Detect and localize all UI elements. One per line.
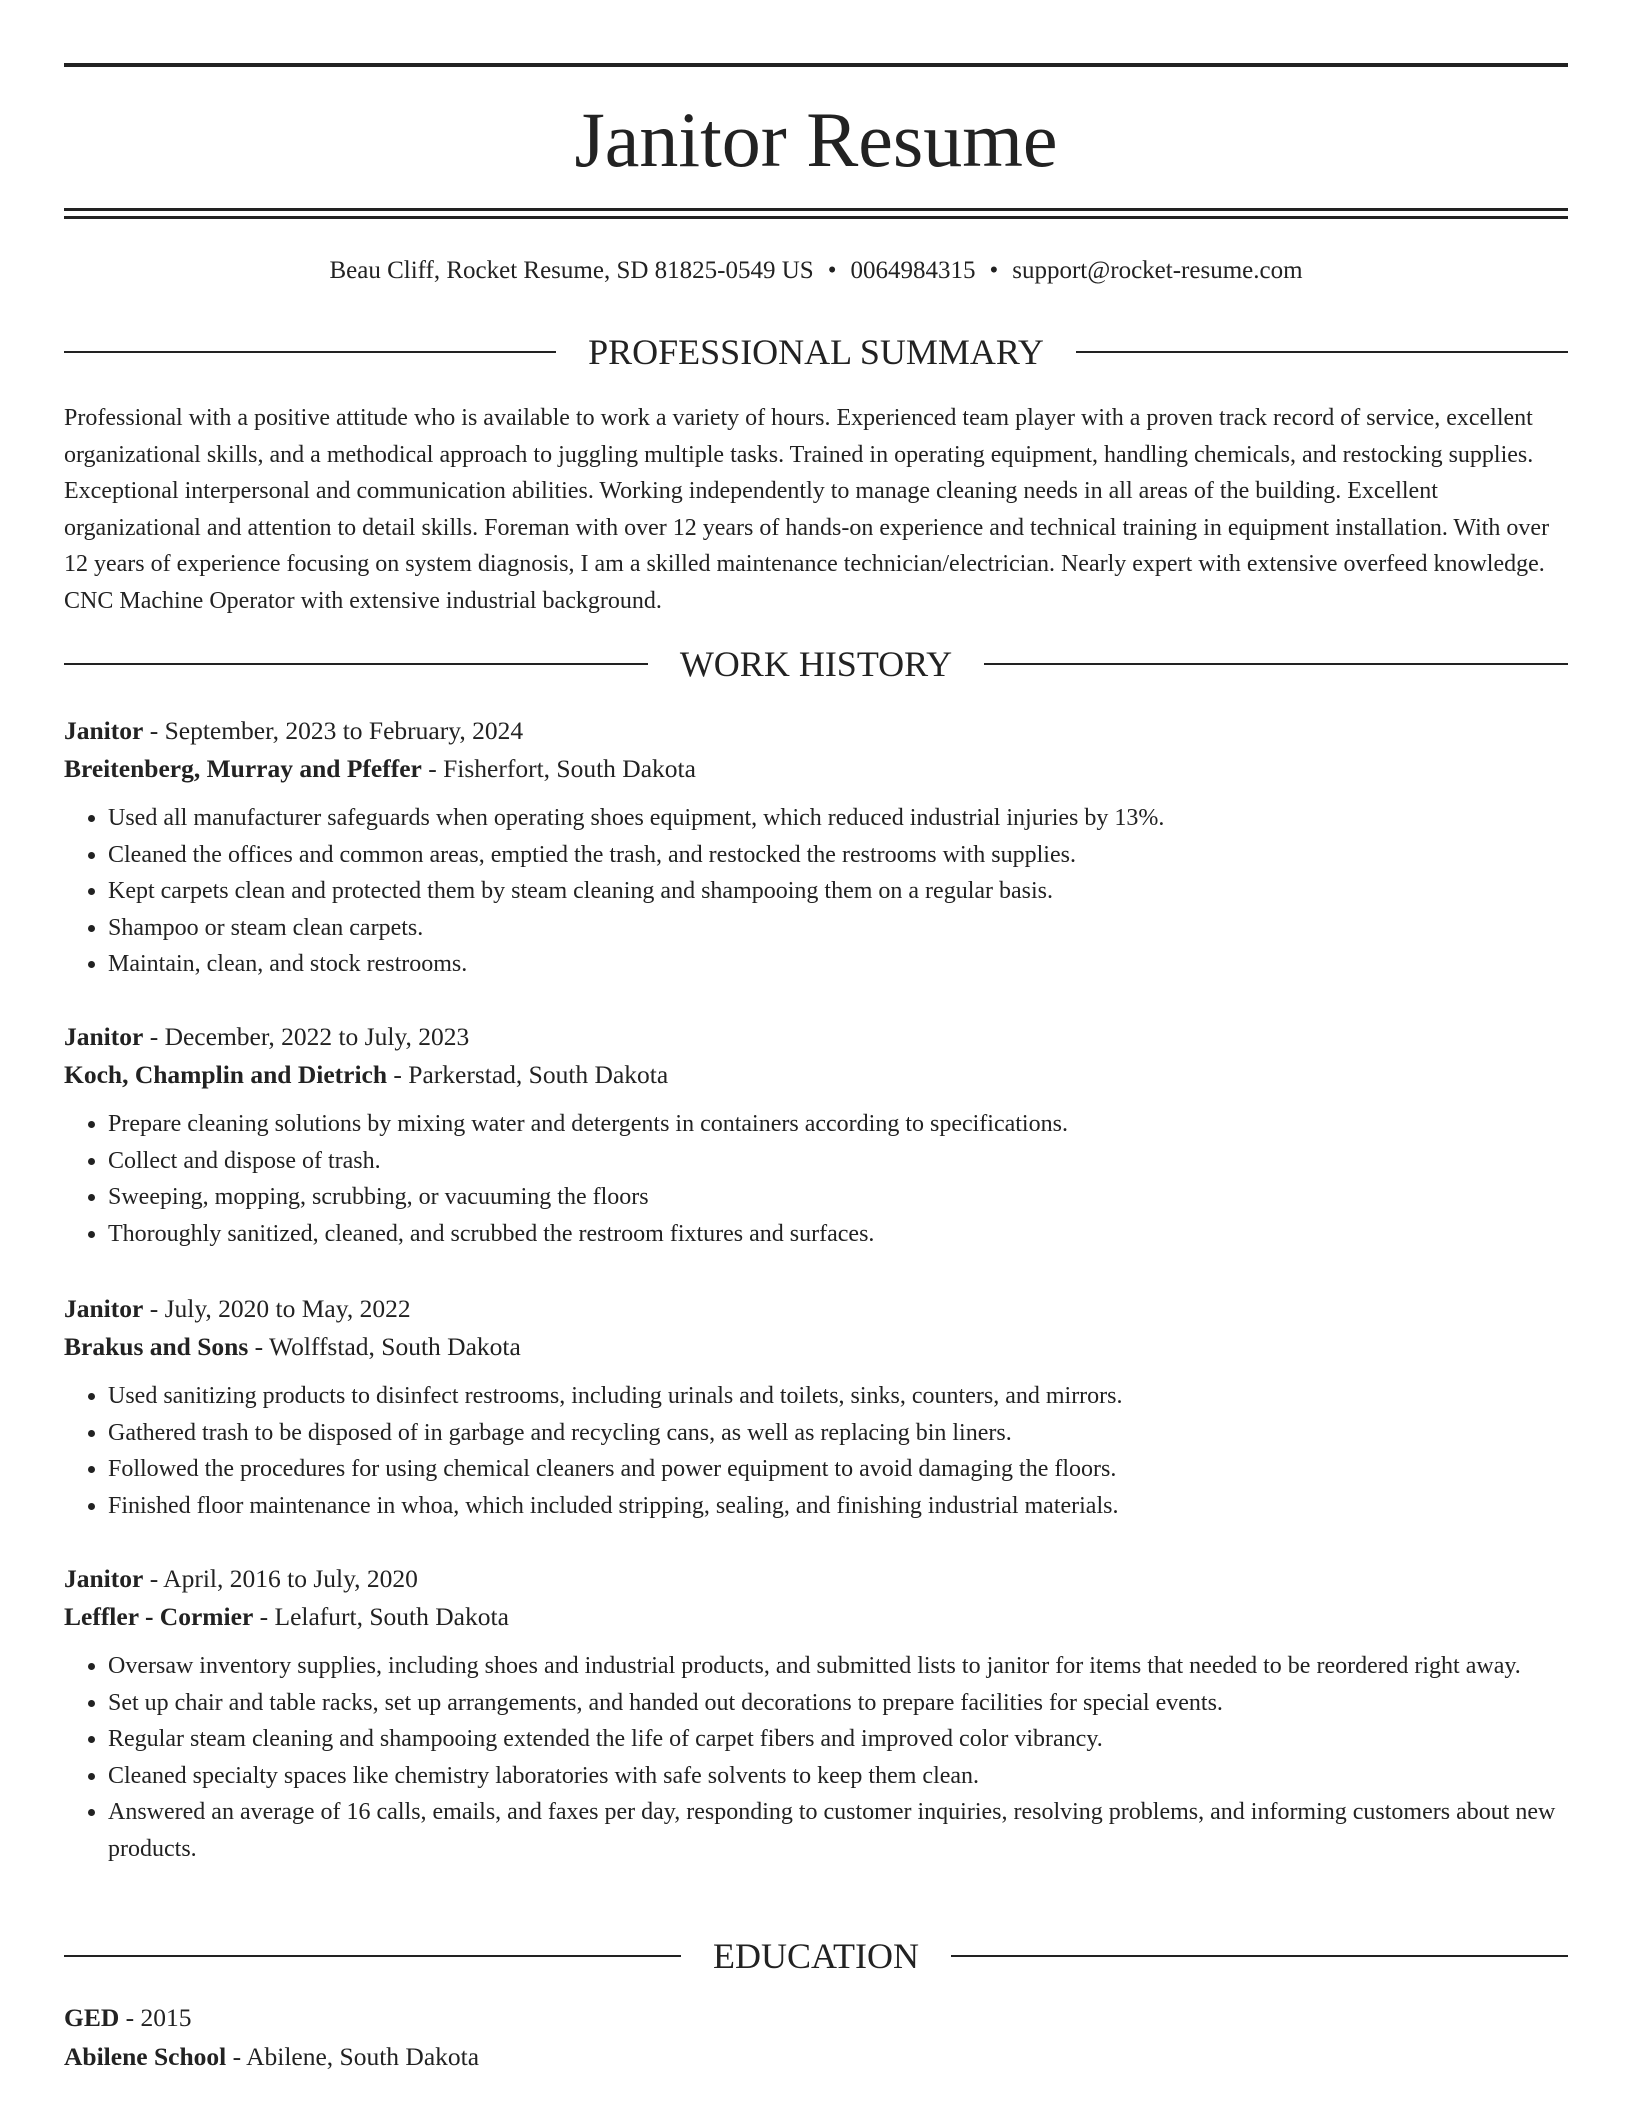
- job-duty: • Sweeping, mopping, scrubbing, or vacuuming the floors: [108, 1179, 1568, 1216]
- job-location: - Parkerstad, South Dakota: [393, 1060, 669, 1089]
- job-duty: • Gathered trash to be disposed of in garbage and recycling cans, as well as replacing bin liners.: [108, 1415, 1568, 1452]
- job-duty: • Used all manufacturer safeguards when operating shoes equipment, which reduced industrial injuries by 13%.: [108, 800, 1568, 837]
- professional-summary-text: Professional with a positive attitude who is available to work a variety of hours. Experienced team player with a proven track record of service, excellent organizational skills, and a methodical approach to juggling multiple tasks. Trained in operating equipment, handling chemicals, and restocking supplies. Exceptional interpersonal and communication abilities. Working independently to manage cleaning needs in all areas of the building. Excellent organizational and attention to detail skills. Foreman with over 12 years of hands-on experience and technical training in equipment installation. With over 12 years of experience focusing on system diagnosis, I am a skilled maintenance technician/electrician. Nearly expert with extensive overfeed knowledge. CNC Machine Operator with extensive industrial background.: [64, 405, 1550, 614]
- job-dates: - April, 2016 to July, 2020: [149, 1564, 418, 1593]
- job-company: Brakus and Sons: [64, 1332, 249, 1361]
- contact-email: support@rocket-resume.com: [1012, 257, 1303, 284]
- job-duty: • Used sanitizing products to disinfect restrooms, including urinals and toilets, sinks, counters, and mirrors.: [108, 1378, 1568, 1415]
- job-duty: • Collect and dispose of trash.: [108, 1143, 1568, 1180]
- job-duty: • Set up chair and table racks, set up arrangements, and handed out decorations to prepare facilities for special events.: [108, 1685, 1568, 1722]
- section-rule-right: [951, 1955, 1568, 1957]
- job-entry: [64, 1290, 1568, 1524]
- section-header-summary: [64, 330, 1568, 374]
- section-rule-left: [64, 1955, 681, 1957]
- section-title-summary: PROFESSIONAL SUMMARY: [588, 332, 1044, 372]
- job-dates: - December, 2022 to July, 2023: [149, 1022, 470, 1051]
- education-year: - 2015: [125, 2003, 192, 2032]
- job-entry: [64, 1018, 1568, 1252]
- top-rule: [64, 63, 1568, 67]
- job-duty: • Finished floor maintenance in whoa, which included stripping, sealing, and finishing industrial materials.: [108, 1488, 1568, 1525]
- job-duty: • Answered an average of 16 calls, emails, and faxes per day, responding to customer inquiries, resolving problems, and informing customers about new products.: [108, 1794, 1568, 1867]
- job-title: Janitor: [64, 716, 144, 745]
- job-entry: [64, 1560, 1568, 1867]
- job-duty: • Cleaned specialty spaces like chemistry laboratories with safe solvents to keep them clean.: [108, 1758, 1568, 1795]
- job-company-line: [64, 1598, 1568, 1636]
- job-duties-list: [64, 1378, 1568, 1524]
- job-title: Janitor: [64, 1022, 144, 1051]
- job-duty: • Cleaned the offices and common areas, emptied the trash, and restocked the restrooms with supplies.: [108, 837, 1568, 874]
- job-duty: • Regular steam cleaning and shampooing extended the life of carpet fibers and improved color vibrancy.: [108, 1721, 1568, 1758]
- section-rule-right: [984, 663, 1568, 665]
- education-location: - Abilene, South Dakota: [232, 2042, 480, 2071]
- contact-line: [64, 254, 1568, 288]
- education-school-line: [64, 2037, 1568, 2076]
- job-duty: • Thoroughly sanitized, cleaned, and scrubbed the restroom fixtures and surfaces.: [108, 1216, 1568, 1253]
- job-location: - Wolffstad, South Dakota: [254, 1332, 521, 1361]
- education-degree: GED: [64, 2003, 120, 2032]
- job-entry: [64, 712, 1568, 983]
- job-title-line: [64, 1018, 1568, 1056]
- job-duties-list: [64, 1106, 1568, 1252]
- section-rule-left: [64, 663, 648, 665]
- section-header-education: [64, 1934, 1568, 1978]
- job-dates: - September, 2023 to February, 2024: [149, 716, 524, 745]
- job-title: Janitor: [64, 1294, 144, 1323]
- job-duty: • Kept carpets clean and protected them by steam cleaning and shampooing them on a regular basis.: [108, 873, 1568, 910]
- contact-phone: 0064984315: [850, 257, 976, 284]
- job-duty: • Followed the procedures for using chemical cleaners and power equipment to avoid damaging the floors.: [108, 1451, 1568, 1488]
- job-duty: • Prepare cleaning solutions by mixing water and detergents in containers according to specifications.: [108, 1106, 1568, 1143]
- section-title-education: EDUCATION: [713, 1936, 919, 1976]
- job-title: Janitor: [64, 1564, 144, 1593]
- contact-separator: •: [989, 257, 999, 284]
- education-school: Abilene School: [64, 2042, 227, 2071]
- contact-address: Beau Cliff, Rocket Resume, SD 81825-0549 US: [329, 257, 814, 284]
- section-rule-right: [1076, 351, 1568, 353]
- job-location: - Lelafurt, South Dakota: [259, 1602, 509, 1631]
- job-dates: - July, 2020 to May, 2022: [149, 1294, 411, 1323]
- job-duties-list: [64, 800, 1568, 983]
- job-duty: • Maintain, clean, and stock restrooms.: [108, 946, 1568, 983]
- job-location: - Fisherfort, South Dakota: [428, 754, 696, 783]
- section-title-work: WORK HISTORY: [679, 644, 953, 684]
- title-double-rule: [64, 208, 1568, 219]
- education-entry: [64, 1998, 1568, 2076]
- job-company: Breitenberg, Murray and Pfeffer: [64, 754, 422, 783]
- job-duty: • Oversaw inventory supplies, including shoes and industrial products, and submitted lists to janitor for items that needed to be reordered right away.: [108, 1648, 1568, 1685]
- job-duties-list: [64, 1648, 1568, 1867]
- job-title-line: [64, 712, 1568, 750]
- resume-title: Janitor Resume: [574, 96, 1058, 183]
- contact-separator: •: [827, 257, 837, 284]
- education-degree-line: [64, 1998, 1568, 2037]
- job-duty: • Shampoo or steam clean carpets.: [108, 910, 1568, 947]
- section-rule-left: [64, 351, 556, 353]
- job-title-line: [64, 1560, 1568, 1598]
- section-header-work: [64, 642, 1568, 686]
- job-company: Koch, Champlin and Dietrich: [64, 1060, 388, 1089]
- job-company: Leffler - Cormier: [64, 1602, 254, 1631]
- job-company-line: [64, 750, 1568, 788]
- job-company-line: [64, 1328, 1568, 1366]
- job-title-line: [64, 1290, 1568, 1328]
- job-company-line: [64, 1056, 1568, 1094]
